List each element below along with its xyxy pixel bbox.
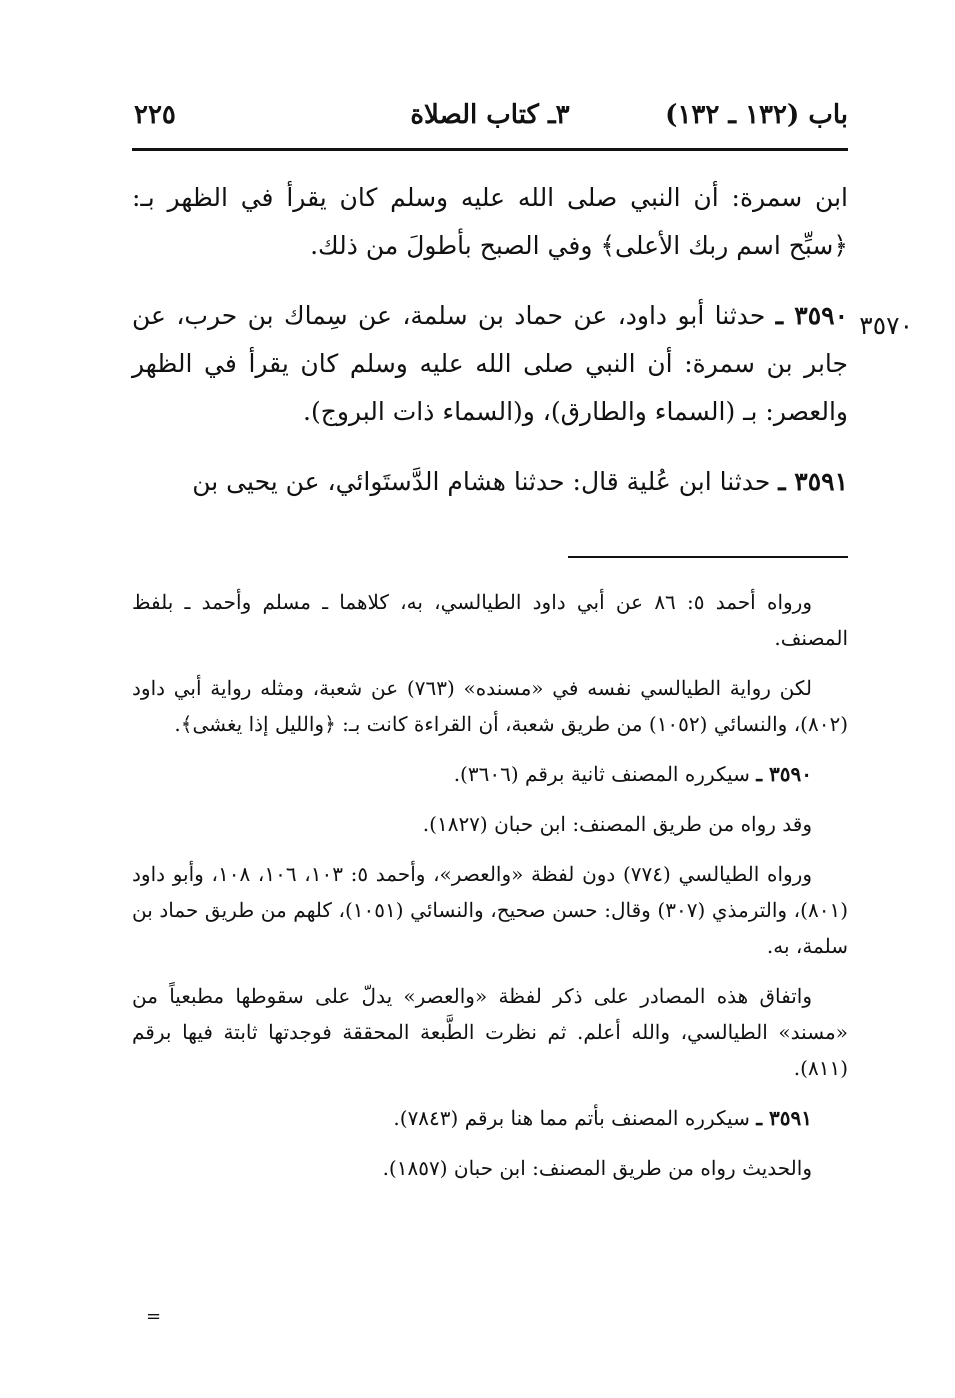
book-title: ٣ـ كتاب الصلاة <box>410 100 570 130</box>
hadith-number: ٣٥٩١ ـ <box>778 467 848 496</box>
footnote-text: سيكرره المصنف بأتم مما هنا برقم (٧٨٤٣). <box>393 1106 750 1130</box>
footnote-number: ٣٥٩١ ـ <box>756 1106 812 1130</box>
continued-paragraph: ابن سمرة: أن النبي صلى الله عليه وسلم كان يقرأ في الظهر بـ: ﴿سبِّح اسم ربك الأعلى﴾ وفي الصبح بأطولَ من ذلك. <box>132 183 848 260</box>
footnote-paragraph: ورواه الطيالسي (٧٧٤) دون لفظة «والعصر»، وأحمد ٥: ١٠٣، ١٠٦، ١٠٨، وأبو داود (٨٠١)، والترمذي (٣٠٧) وقال: حسن صحيح، والنسائي (١٠٥١)، كلهم من طريق حماد بن سلمة، به. <box>132 862 848 958</box>
footnote-3590 <box>132 756 848 792</box>
footnote-paragraph: ورواه أحمد ٥: ٨٦ عن أبي داود الطيالسي، به، كلاهما ـ مسلم وأحمد ـ بلفظ المصنف. <box>132 590 848 650</box>
footnote-separator <box>568 556 848 558</box>
footnote-text: سيكرره المصنف ثانية برقم (٣٦٠٦). <box>453 762 750 786</box>
hadith-3591 <box>132 458 848 506</box>
page-number: ٢٢٥ <box>134 100 176 130</box>
footnote-paragraph: وقد رواه من طريق المصنف: ابن حبان (١٨٢٧). <box>422 812 812 836</box>
hadith-text: حدثنا ابن عُلية قال: حدثنا هشام الدَّستَوائي، عن يحيى بن <box>192 467 771 496</box>
footnote-paragraph: واتفاق هذه المصادر على ذكر لفظة «والعصر» يدلّ على سقوطها مطبعياً من «مسند» الطيالسي، والله أعلم. ثم نظرت الطَّبعة المحققة فوجدتها ثابتة فيها برقم (٨١١). <box>132 984 848 1080</box>
footnote-number: ٣٥٩٠ ـ <box>756 762 812 786</box>
running-header <box>132 96 848 142</box>
footnote-paragraph: والحديث رواه من طريق المصنف: ابن حبان (١٨٥٧). <box>382 1156 812 1180</box>
margin-hadith-number: ٣٥٧٠ <box>859 311 913 340</box>
footnote-3591 <box>132 1100 848 1136</box>
hadith-number: ٣٥٩٠ ـ <box>775 301 848 330</box>
continuation-mark: = <box>146 1306 162 1327</box>
header-rule <box>132 148 848 151</box>
hadith-text: حدثنا أبو داود، عن حماد بن سلمة، عن سِماك بن حرب، عن جابر بن سمرة: أن النبي صلى الله عليه وسلم كان يقرأ في الظهر والعصر: بـ (السماء والطارق)، و(السماء ذات البروج). <box>132 301 848 426</box>
chapter-range: باب (١٣٢ ـ ١٣٢) <box>665 100 848 130</box>
footnote-paragraph: لكن رواية الطيالسي نفسه في «مسنده» (٧٦٣) عن شعبة، ومثله رواية أبي داود (٨٠٢)، والنسائي (١٠٥٢) من طريق شعبة، أن القراءة كانت بـ: ﴿والليل إذا يغشى﴾. <box>132 676 848 736</box>
main-text <box>132 174 848 506</box>
hadith-3590 <box>132 292 848 436</box>
footnotes <box>132 584 848 1200</box>
